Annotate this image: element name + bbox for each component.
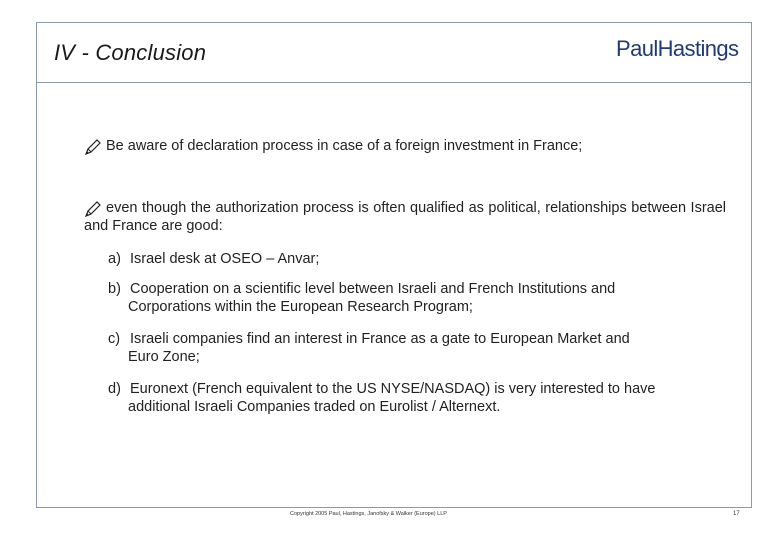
sub-item-marker: d) (108, 381, 121, 397)
header-divider (36, 82, 752, 83)
sub-item-a (108, 250, 718, 268)
sub-item-b (108, 280, 718, 316)
sub-item-marker: b) (108, 281, 121, 297)
sub-item-d (108, 380, 718, 416)
sub-item-line1: Israeli companies find an interest in France as a gate to European Market and (130, 331, 630, 347)
sub-item-c (108, 330, 718, 366)
slide-title: IV - Conclusion (54, 40, 207, 65)
sub-item-line1: Cooperation on a scientific level between Israeli and French Institutions and (130, 281, 616, 297)
paul-hastings-logo: PaulHastings (616, 36, 739, 61)
sub-item-line2: Corporations within the European Research Program; (128, 299, 473, 315)
sub-item-line2: additional Israeli Companies traded on Eurolist / Alternext. (128, 399, 501, 415)
pencil-icon (84, 138, 102, 156)
bullet-item (84, 137, 726, 155)
sub-item-marker: c) (108, 331, 121, 347)
sub-item-marker: a) (108, 251, 121, 267)
page-number: 17 (733, 511, 740, 517)
footer-copyright: Copyright 2005 Paul, Hastings, Janofsky & Walker (Europe) LLP (290, 511, 447, 517)
bullet-text: Be aware of declaration process in case of a foreign investment in France; (106, 138, 583, 154)
pencil-icon (84, 200, 102, 218)
sub-item-line1: Israel desk at OSEO – Anvar; (130, 251, 320, 267)
bullet-item (84, 199, 726, 235)
sub-item-line2: Euro Zone; (128, 349, 200, 365)
sub-item-line1: Euronext (French equivalent to the US NYSE/NASDAQ) is very interested to have (130, 381, 656, 397)
bullet-text: even though the authorization process is often qualified as political, relationships between Israel and France are good: (84, 200, 726, 234)
